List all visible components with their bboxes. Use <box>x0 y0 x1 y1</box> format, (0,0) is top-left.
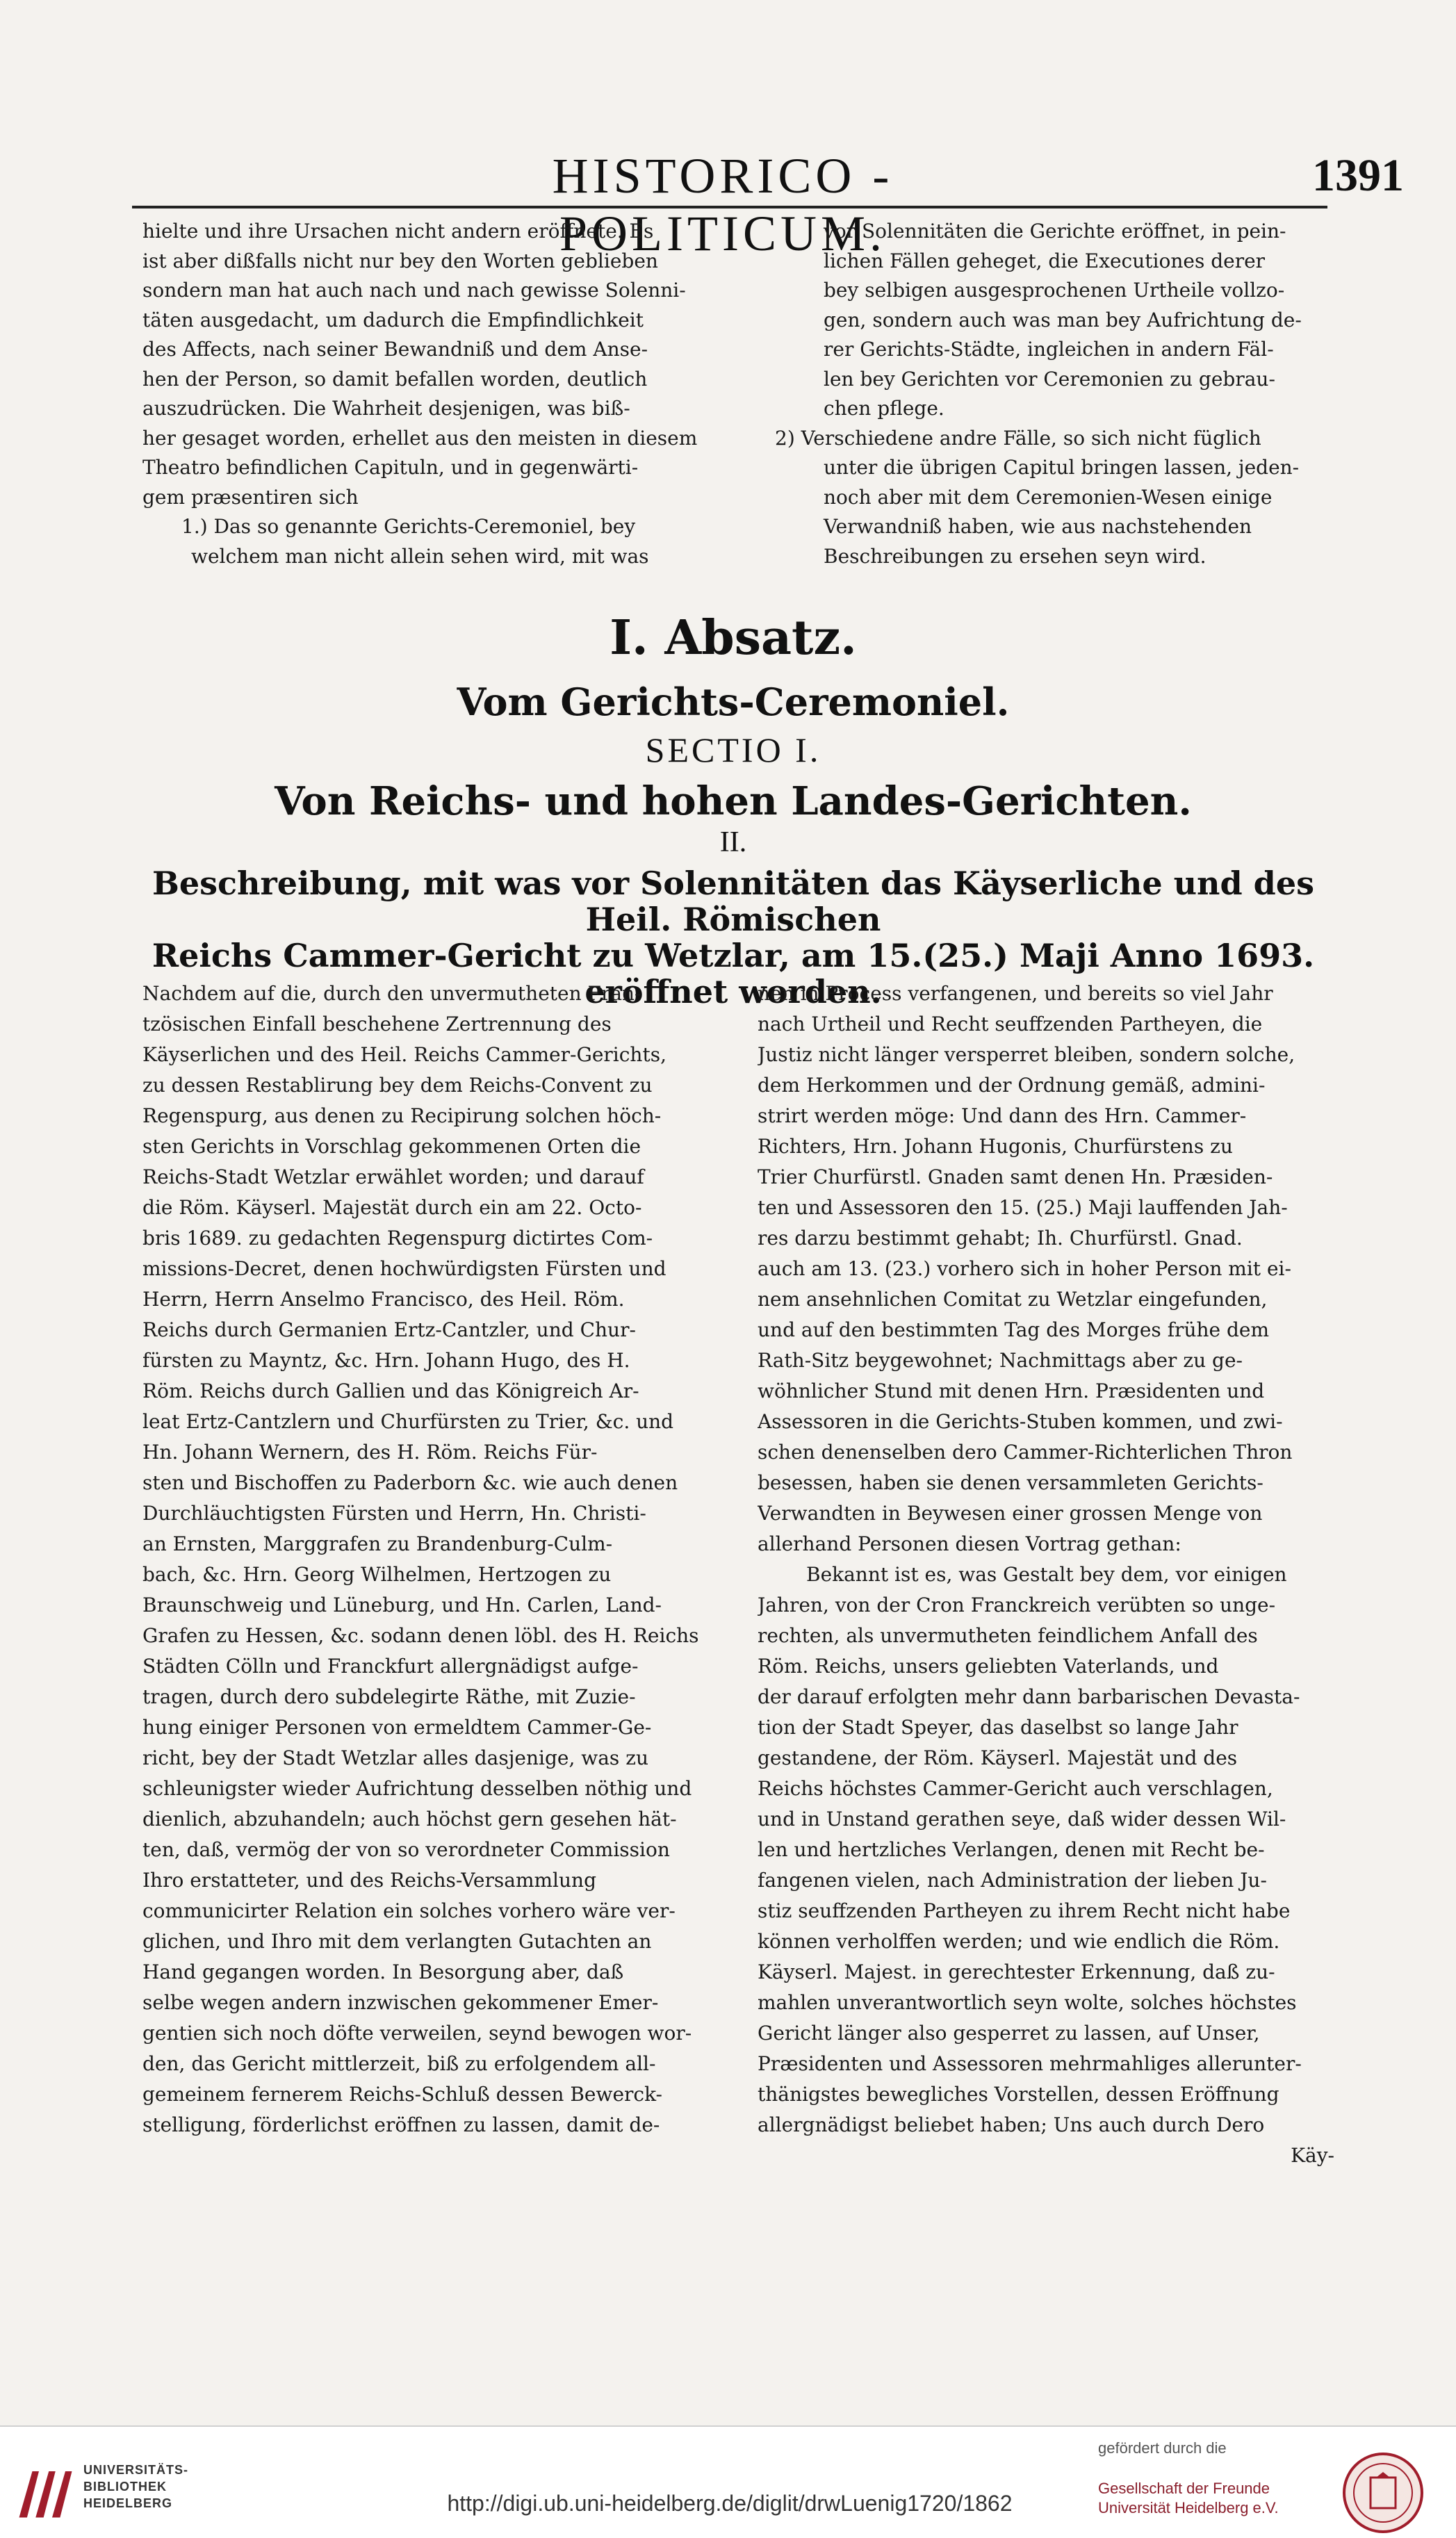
text-line: welchem man nicht allein sehen wird, mit was <box>191 544 649 568</box>
text-line: Bekannt ist es, was Gestalt bey dem, vor einigen <box>806 1563 1287 1586</box>
text-line: tion der Stadt Speyer, das daselbst so lange Jahr <box>758 1716 1238 1739</box>
text-line: rechten, als unvermutheten feindlichem Anfall des <box>758 1624 1258 1647</box>
text-line: stelligung, förderlichst eröffnen zu lassen, damit de- <box>142 2113 660 2136</box>
text-line: gestandene, der Röm. Käyserl. Majestät und des <box>758 1746 1238 1769</box>
intro-right-column <box>775 217 1331 571</box>
text-line: Grafen zu Hessen, &c. sodann denen löbl. des H. Reichs <box>142 1624 699 1647</box>
text-line: Reichs höchstes Cammer-Gericht auch verschlagen, <box>758 1777 1273 1800</box>
intro-left-column <box>142 217 740 571</box>
text-line: tzösischen Einfall beschehene Zertrennung des <box>142 1013 612 1035</box>
text-line: selbe wegen andern inzwischen gekommener Emer- <box>142 1991 659 2014</box>
text-line: len bey Gerichten vor Ceremonien zu gebrau- <box>824 367 1275 391</box>
text-line: unter die übrigen Capitul bringen lassen, jeden- <box>824 456 1300 479</box>
text-line: fürsten zu Mayntz, &c. Hrn. Johann Hugo, des H. <box>142 1349 630 1372</box>
text-line: Verwandniß haben, wie aus nachstehenden <box>824 515 1252 538</box>
text-line: ist aber dißfalls nicht nur bey den Worten geblieben <box>142 249 658 272</box>
text-line: bach, &c. Hrn. Georg Wilhelmen, Hertzogen zu <box>142 1563 612 1586</box>
text-line: thänigstes bewegliches Vorstellen, dessen Eröffnung <box>758 2083 1279 2106</box>
text-line: ten und Assessoren den 15. (25.) Maji lauffenden Jah- <box>758 1196 1288 1219</box>
text-line: auch am 13. (23.) vorhero sich in hoher Person mit ei- <box>758 1257 1291 1280</box>
heading-sectio: SECTIO I. <box>645 730 821 769</box>
text-line: Nachdem auf die, durch den unvermutheten Fran- <box>142 982 641 1005</box>
text-line: Justiz nicht länger versperret bleiben, sondern solche, <box>758 1043 1295 1066</box>
header-rule <box>132 206 1327 208</box>
text-line: auszudrücken. Die Wahrheit desjenigen, was biß- <box>142 397 630 420</box>
heading-number: II. <box>719 826 747 858</box>
body-right-column <box>758 979 1334 2171</box>
text-line: ten, daß, vermög der von so verordneter Commission <box>142 1838 670 1861</box>
text-line: allerhand Personen diesen Vortrag gethan: <box>758 1532 1181 1555</box>
text-line: dem Herkommen und der Ordnung gemäß, admini- <box>758 1074 1266 1097</box>
text-line: allergnädigst beliebet haben; Uns auch durch Dero <box>758 2113 1265 2136</box>
text-line: tragen, durch dero subdelegirte Räthe, mit Zuzie- <box>142 1685 636 1708</box>
text-line: gen, sondern auch was man bey Aufrichtung de- <box>824 308 1302 331</box>
text-line: 1.) Das so genannte Gerichts-Ceremoniel, bey <box>181 515 636 538</box>
text-line: vor Solennitäten die Gerichte eröffnet, in pein- <box>824 220 1286 243</box>
title-line: eröffnet worden. <box>584 973 882 1010</box>
page-number: 1391 <box>1312 150 1404 201</box>
text-line: und auf den bestimmten Tag des Morges frühe dem <box>758 1318 1270 1341</box>
text-line: communicirter Relation ein solches vorhero wäre ver- <box>142 1899 676 1922</box>
text-line: lichen Fällen geheget, die Executiones derer <box>824 249 1266 272</box>
text-line: glichen, und Ihro mit dem verlangten Gutachten an <box>142 1930 652 1953</box>
text-line: bey selbigen ausgesprochenen Urtheile vollzo- <box>824 279 1285 302</box>
text-line: den, das Gericht mittlerzeit, biß zu erfolgendem all- <box>142 2052 656 2075</box>
title-line: Reichs Cammer-Gericht zu Wetzlar, am 15.(25.) Maji Anno 1693. <box>152 937 1315 974</box>
text-line: Theatro befindlichen Capituln, und in gegenwärti- <box>142 456 639 479</box>
text-line: len und hertzliches Verlangen, denen mit Recht be- <box>758 1838 1265 1861</box>
text-line: res darzu bestimmt gehabt; Ih. Churfürstl. Gnad. <box>758 1227 1243 1250</box>
text-line: leat Ertz-Cantzlern und Churfürsten zu Trier, &c. und <box>142 1410 674 1433</box>
text-line: Assessoren in die Gerichts-Stuben kommen, und zwi- <box>758 1410 1283 1433</box>
text-line: an Ernsten, Marggrafen zu Brandenburg-Culm- <box>142 1532 613 1555</box>
text-line: Röm. Reichs durch Gallien und das Königreich Ar- <box>142 1379 639 1402</box>
text-line: Hand gegangen worden. In Besorgung aber, daß <box>142 1960 624 1983</box>
text-line: sten und Bischoffen zu Paderborn &c. wie auch denen <box>142 1471 678 1494</box>
university-library-logo-icon[interactable] <box>13 2458 79 2524</box>
catchword: Käy- <box>1291 2144 1334 2167</box>
text-line: nen in Process verfangenen, und bereits so viel Jahr <box>758 982 1273 1005</box>
text-line: täten ausgedacht, um dadurch die Empfindlichkeit <box>142 308 644 331</box>
university-seal-icon <box>1341 2451 1425 2535</box>
society-name-link[interactable]: Gesellschaft der Freunde Universität Heidelberg e.V. <box>1098 2480 1279 2516</box>
text-line: Käyserlichen und des Heil. Reichs Cammer-Gerichts, <box>142 1043 666 1066</box>
heading-absatz: I. Absatz. <box>610 610 857 666</box>
text-line: mahlen unverantwortlich seyn wolte, solches höchstes <box>758 1991 1297 2014</box>
text-line: missions-Decret, denen hochwürdigsten Fürsten und <box>142 1257 666 1280</box>
funded-by-label: gefördert durch die <box>1098 2439 1227 2457</box>
text-line: hung einiger Personen von ermeldtem Cammer-Ge- <box>142 1716 652 1739</box>
text-line: Rath-Sitz beygewohnet; Nachmittags aber zu ge- <box>758 1349 1243 1372</box>
text-line: wöhnlicher Stund mit denen Hrn. Præsidenten und <box>758 1379 1265 1402</box>
footer-bar <box>0 2425 1456 2538</box>
text-line: gentien sich noch döfte verweilen, seynd bewogen wor- <box>142 2022 692 2045</box>
text-line: Beschreibungen zu ersehen seyn wird. <box>824 544 1206 568</box>
text-line: richt, bey der Stadt Wetzlar alles dasjenige, was zu <box>142 1746 648 1769</box>
text-line: dienlich, abzuhandeln; auch höchst gern gesehen hät- <box>142 1808 677 1831</box>
title-line: Beschreibung, mit was vor Solennitäten das Käyserliche und des Heil. Römischen <box>152 865 1314 938</box>
text-line: schleunigster wieder Aufrichtung desselben nöthig und <box>142 1777 692 1800</box>
text-line: besessen, haben sie denen versammleten Gerichts- <box>758 1471 1263 1494</box>
text-line: Præsidenten und Assessoren mehrmahliges allerunter- <box>758 2052 1302 2075</box>
text-line: Reichs durch Germanien Ertz-Cantzler, und Chur- <box>142 1318 636 1341</box>
text-line: Braunschweig und Lüneburg, und Hn. Carlen, Land- <box>142 1594 662 1616</box>
text-line: hielte und ihre Ursachen nicht andern eröffnete. Es <box>142 220 654 243</box>
text-line: können verholffen werden; und wie endlich die Röm. <box>758 1930 1280 1953</box>
text-line: Herrn, Herrn Anselmo Francisco, des Heil. Röm. <box>142 1288 625 1311</box>
text-line: Gericht länger also gesperret zu lassen, auf Unser, <box>758 2022 1260 2045</box>
text-line: Ihro erstatteter, und des Reichs-Versammlung <box>142 1869 596 1892</box>
heading-von: Von Reichs- und hohen Landes-Gerichten. <box>275 778 1192 824</box>
text-line: gemeinem fernerem Reichs-Schluß dessen Bewerck- <box>142 2083 663 2106</box>
text-line: des Affects, nach seiner Bewandniß und dem Anse- <box>142 338 648 361</box>
text-line: Jahren, von der Cron Franckreich verübten so unge- <box>758 1594 1276 1616</box>
text-line: stiz seuffzenden Partheyen zu ihrem Recht nicht habe <box>758 1899 1291 1922</box>
text-line: Verwandten in Beywesen einer grossen Menge von <box>758 1502 1263 1525</box>
text-line: gem præsentiren sich <box>142 485 359 509</box>
heading-vom: Vom Gerichts-Ceremoniel. <box>457 680 1010 724</box>
text-line: chen pflege. <box>824 397 944 420</box>
text-line: rer Gerichts-Städte, ingleichen in andern Fäl- <box>824 338 1274 361</box>
text-line: bris 1689. zu gedachten Regenspurg dictirtes Com- <box>142 1227 653 1250</box>
text-line: sten Gerichts in Vorschlag gekommenen Orten die <box>142 1135 641 1158</box>
permalink-url[interactable]: http://digi.ub.uni-heidelberg.de/diglit/drwLuenig1720/1862 <box>447 2491 1013 2516</box>
text-line: Städten Cölln und Franckfurt allergnädigst aufge- <box>142 1655 639 1678</box>
text-line: der darauf erfolgten mehr dann barbarischen Devasta- <box>758 1685 1300 1708</box>
text-line: Trier Churfürstl. Gnaden samt denen Hn. Præsiden- <box>758 1165 1273 1188</box>
text-line: hen der Person, so damit befallen worden, deutlich <box>142 367 648 391</box>
text-line: nem ansehnlichen Comitat zu Wetzlar eingefunden, <box>758 1288 1268 1311</box>
text-line: Reichs-Stadt Wetzlar erwählet worden; und darauf <box>142 1165 644 1188</box>
text-line: Regenspurg, aus denen zu Recipirung solchen höch- <box>142 1104 662 1127</box>
text-line: und in Unstand gerathen seye, daß wider dessen Wil- <box>758 1808 1286 1831</box>
text-line: schen denenselben dero Cammer-Richterlichen Thron <box>758 1441 1293 1464</box>
text-line: Röm. Reichs, unsers geliebten Vaterlands, und <box>758 1655 1219 1678</box>
body-left-column <box>142 979 737 2140</box>
text-line: Hn. Johann Wernern, des H. Röm. Reichs Für- <box>142 1441 598 1464</box>
library-name: UNIVERSITÄTS- BIBLIOTHEK HEIDELBERG <box>83 2463 189 2510</box>
text-line: Durchläuchtigsten Fürsten und Herrn, Hn. Christi- <box>142 1502 646 1525</box>
text-line: her gesaget worden, erhellet aus den meisten in diesem <box>142 426 698 450</box>
text-line: strirt werden möge: Und dann des Hrn. Cammer- <box>758 1104 1247 1127</box>
text-line: die Röm. Käyserl. Majestät durch ein am 22. Octo- <box>142 1196 642 1219</box>
text-line: Richters, Hrn. Johann Hugonis, Churfürstens zu <box>758 1135 1233 1158</box>
text-line: noch aber mit dem Ceremonien-Wesen einige <box>824 485 1273 509</box>
text-line: zu dessen Restablirung bey dem Reichs-Convent zu <box>142 1074 653 1097</box>
running-head-title: HISTORICO - POLITICUM. <box>552 148 894 261</box>
text-line: fangenen vielen, nach Administration der lieben Ju- <box>758 1869 1267 1892</box>
text-line: Käyserl. Majest. in gerechtester Erkennung, daß zu- <box>758 1960 1275 1983</box>
text-line: sondern man hat auch nach und nach gewisse Solenni- <box>142 279 686 302</box>
text-line: nach Urtheil und Recht seuffzenden Partheyen, die <box>758 1013 1263 1035</box>
text-line: 2) Verschiedene andre Fälle, so sich nicht füglich <box>775 426 1261 450</box>
